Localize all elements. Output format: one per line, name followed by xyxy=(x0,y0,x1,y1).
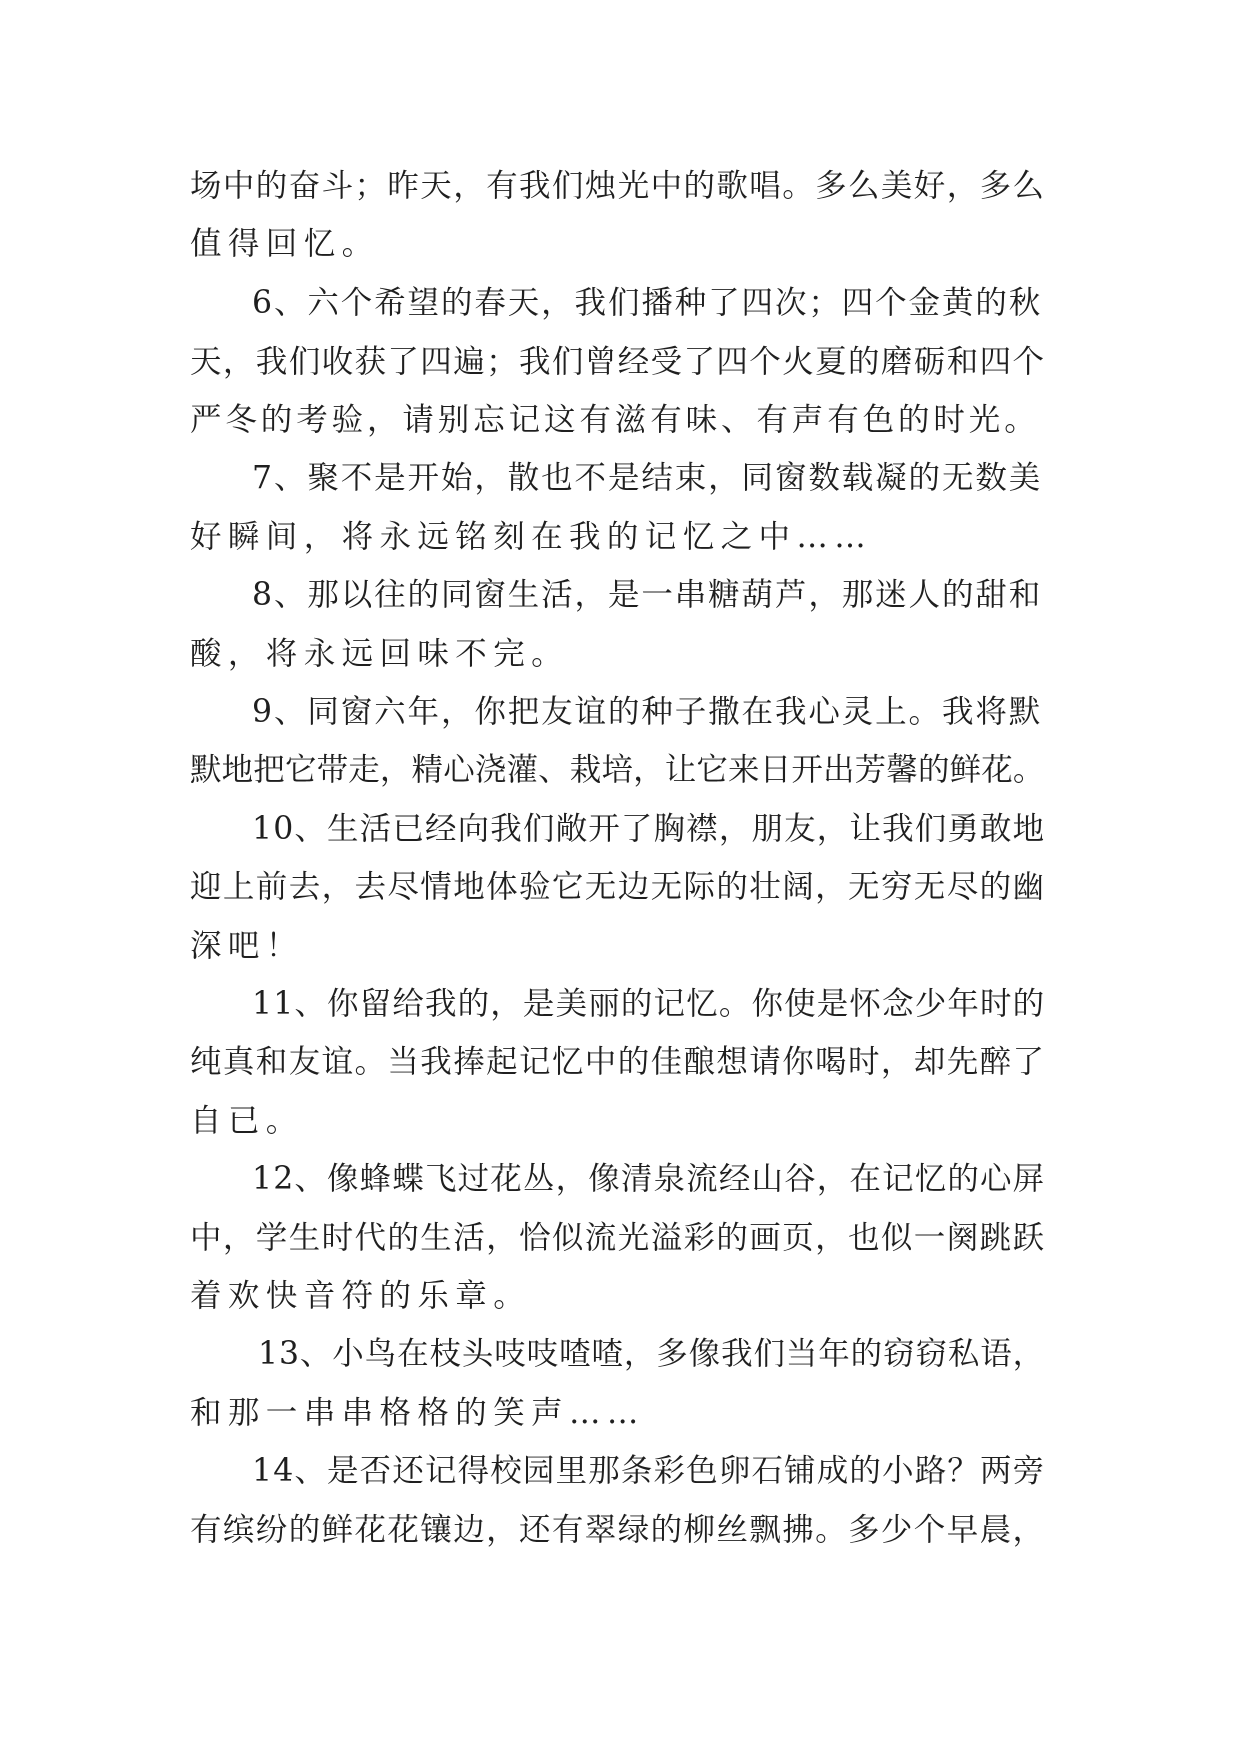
text-line: 默地把它带走，精心浇灌、栽培，让它来日开出芳馨的鲜花。 xyxy=(190,752,1045,788)
paragraph-11-start: 11、你留给我的，是美丽的记忆。你使是怀念少年时的 xyxy=(252,986,1046,1022)
paragraph-6-start: 6、六个希望的春天，我们播种了四次；四个金黄的秋 xyxy=(252,285,1043,321)
paragraph-7-start: 7、聚不是开始，散也不是结束，同窗数载凝的无数美 xyxy=(252,460,1043,496)
text-line: 着欢快音符的乐章。 xyxy=(190,1278,532,1314)
text-line: 严冬的考验，请别忘记这有滋有味、有声有色的时光。 xyxy=(190,402,1040,438)
paragraph-10-start: 10、生活已经向我们敞开了胸襟，朋友，让我们勇敢地 xyxy=(252,811,1046,847)
paragraph-9-start: 9、同窗六年，你把友谊的种子撒在我心灵上。我将默 xyxy=(252,694,1043,730)
text-line: 天，我们收获了四遍；我们曾经受了四个火夏的磨砺和四个 xyxy=(190,344,1046,380)
text-line: 酸，将永远回味不完。 xyxy=(190,636,570,672)
text-line: 纯真和友谊。当我捧起记忆中的佳酿想请你喝时，却先醉了 xyxy=(190,1044,1046,1080)
text-line: 迎上前去，去尽情地体验它无边无际的壮阔，无穷无尽的幽 xyxy=(190,869,1046,905)
paragraph-13-start: 13、小鸟在枝头吱吱喳喳，多像我们当年的窃窃私语， xyxy=(258,1336,1046,1372)
text-line: 好瞬间，将永远铭刻在我的记忆之中…… xyxy=(190,519,873,555)
text-line: 自已。 xyxy=(190,1103,304,1139)
paragraph-14-start: 14、是否还记得校园里那条彩色卵石铺成的小路？两旁 xyxy=(252,1453,1046,1489)
text-line: 和那一串串格格的笑声…… xyxy=(190,1395,645,1431)
paragraph-12-start: 12、像蜂蝶飞过花丛，像清泉流经山谷，在记忆的心屏 xyxy=(252,1161,1046,1197)
text-line: 场中的奋斗；昨天，有我们烛光中的歌唱。多么美好，多么 xyxy=(190,168,1046,204)
text-line: 中，学生时代的生活，恰似流光溢彩的画页，也似一阕跳跃 xyxy=(190,1220,1046,1256)
text-line: 深吧！ xyxy=(190,928,304,964)
paragraph-8-start: 8、那以往的同窗生活，是一串糖葫芦，那迷人的甜和 xyxy=(252,577,1043,613)
text-line: 值得回忆。 xyxy=(190,226,380,262)
text-line: 有缤纷的鲜花花镶边，还有翠绿的柳丝飘拂。多少个早晨， xyxy=(190,1512,1046,1548)
